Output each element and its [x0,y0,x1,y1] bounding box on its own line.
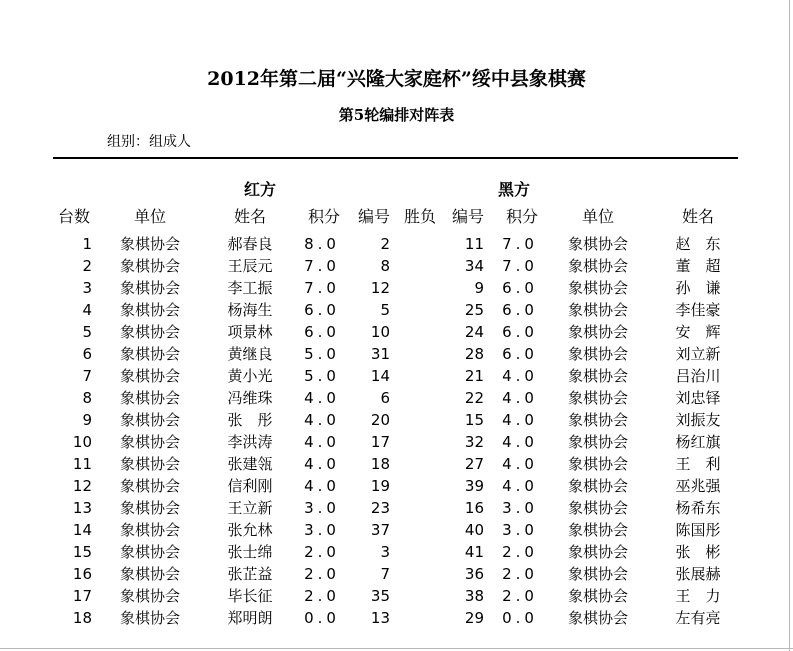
cell-red-no: 31 [370,345,390,363]
group-label: 组别：组成人 [107,134,191,150]
table-row [0,409,793,431]
cell-red-score: 0.0 [304,609,340,627]
cell-black-score: 4.0 [502,367,538,385]
cell-red-unit: 象棋协会 [119,235,180,253]
cell-red-name: 黄小光 [227,367,273,385]
page-subtitle: 第5轮编排对阵表 [338,106,455,124]
cell-red-no: 6 [380,389,390,407]
cell-red-no: 5 [380,301,390,319]
table-row [0,607,793,629]
cell-black-unit: 象棋协会 [567,389,628,407]
page-edge-bottom [0,648,793,649]
cell-red-unit: 象棋协会 [119,411,180,429]
cell-red-no: 20 [370,411,390,429]
cell-board: 11 [72,455,92,473]
cell-red-unit: 象棋协会 [119,455,180,473]
cell-red-score: 8.0 [304,235,340,253]
cell-black-no: 27 [464,455,484,473]
page-title: 2012年第二届“兴隆大家庭杯”绥中县象棋赛 [207,68,586,90]
cell-red-no: 13 [370,609,390,627]
cell-black-score: 4.0 [502,477,538,495]
cell-black-name: 王 力 [675,587,721,605]
cell-black-name: 刘立新 [675,345,721,363]
cell-red-unit: 象棋协会 [119,609,180,627]
cell-black-unit: 象棋协会 [567,455,628,473]
cell-red-no: 10 [370,323,390,341]
cell-black-unit: 象棋协会 [567,345,628,363]
cell-red-unit: 象棋协会 [119,499,180,517]
cell-board: 6 [82,345,92,363]
cell-red-name: 郝春良 [227,235,273,253]
table-row [0,387,793,409]
cell-black-unit: 象棋协会 [567,235,628,253]
cell-red-unit: 象棋协会 [119,323,180,341]
table-row [0,365,793,387]
cell-black-unit: 象棋协会 [567,543,628,561]
cell-black-unit: 象棋协会 [567,433,628,451]
cell-red-no: 17 [370,433,390,451]
cell-red-name: 张建瓴 [227,455,273,473]
cell-red-score: 5.0 [304,345,340,363]
table-row [0,585,793,607]
cell-black-name: 巫兆强 [675,477,721,495]
cell-red-name: 郑明朗 [227,609,273,627]
table-row [0,299,793,321]
cell-red-score: 7.0 [304,257,340,275]
cell-black-unit: 象棋协会 [567,609,628,627]
cell-black-no: 41 [464,543,484,561]
cell-board: 12 [72,477,92,495]
cell-black-unit: 象棋协会 [567,565,628,583]
cell-board: 1 [82,235,92,253]
red-side-label: 红方 [244,180,277,199]
cell-red-no: 14 [370,367,390,385]
cell-board: 14 [72,521,92,539]
cell-red-score: 6.0 [304,323,340,341]
cell-board: 13 [72,499,92,517]
cell-red-no: 37 [370,521,390,539]
cell-board: 10 [72,433,92,451]
cell-black-name: 张展赫 [675,565,721,583]
table-row [0,497,793,519]
cell-black-unit: 象棋协会 [567,279,628,297]
table-row [0,453,793,475]
cell-red-unit: 象棋协会 [119,587,180,605]
cell-red-name: 李工振 [227,279,273,297]
cell-black-name: 李佳豪 [675,301,721,319]
header-red-name: 姓名 [233,207,266,226]
cell-red-name: 项景林 [227,323,273,341]
cell-black-name: 张 彬 [675,543,721,561]
cell-red-no: 2 [380,235,390,253]
cell-black-unit: 象棋协会 [567,499,628,517]
cell-red-name: 李洪涛 [227,433,273,451]
cell-black-no: 39 [464,477,484,495]
cell-red-name: 黄继良 [227,345,273,363]
header-result: 胜负 [403,207,436,226]
cell-board: 18 [72,609,92,627]
cell-black-unit: 象棋协会 [567,521,628,539]
cell-red-score: 4.0 [304,455,340,473]
table-row [0,233,793,255]
cell-black-score: 7.0 [502,257,538,275]
cell-black-unit: 象棋协会 [567,587,628,605]
cell-red-unit: 象棋协会 [119,367,180,385]
table-row [0,255,793,277]
cell-red-name: 张士绵 [227,543,273,561]
cell-black-score: 4.0 [502,433,538,451]
cell-black-score: 2.0 [502,543,538,561]
cell-black-no: 9 [474,279,484,297]
cell-red-no: 18 [370,455,390,473]
cell-red-score: 6.0 [304,301,340,319]
cell-red-unit: 象棋协会 [119,543,180,561]
cell-black-unit: 象棋协会 [567,323,628,341]
cell-board: 15 [72,543,92,561]
table-row [0,321,793,343]
cell-black-score: 6.0 [502,323,538,341]
cell-board: 5 [82,323,92,341]
table-row [0,563,793,585]
cell-board: 17 [72,587,92,605]
cell-red-score: 4.0 [304,433,340,451]
cell-black-no: 34 [464,257,484,275]
cell-board: 16 [72,565,92,583]
cell-red-score: 4.0 [304,411,340,429]
cell-red-unit: 象棋协会 [119,301,180,319]
black-side-label: 黑方 [498,180,531,199]
cell-board: 9 [82,411,92,429]
cell-board: 7 [82,367,92,385]
cell-red-no: 23 [370,499,390,517]
cell-black-score: 2.0 [502,565,538,583]
cell-red-name: 毕长征 [227,587,273,605]
table-row [0,519,793,541]
cell-black-no: 36 [464,565,484,583]
cell-black-no: 40 [464,521,484,539]
cell-red-score: 7.0 [304,279,340,297]
cell-black-name: 吕治川 [675,367,721,385]
cell-red-no: 3 [380,543,390,561]
cell-black-unit: 象棋协会 [567,301,628,319]
cell-red-name: 张芷益 [227,565,273,583]
cell-black-score: 3.0 [502,499,538,517]
cell-black-no: 16 [464,499,484,517]
header-black-no: 编号 [451,207,484,226]
cell-black-score: 7.0 [502,235,538,253]
cell-black-score: 6.0 [502,279,538,297]
cell-black-score: 0.0 [502,609,538,627]
cell-black-no: 22 [464,389,484,407]
cell-board: 3 [82,279,92,297]
cell-black-no: 15 [464,411,484,429]
cell-black-name: 赵 东 [675,235,721,253]
header-black-score: 积分 [505,207,538,226]
header-red-unit: 单位 [133,207,166,226]
cell-black-score: 6.0 [502,301,538,319]
cell-black-no: 21 [464,367,484,385]
cell-board: 8 [82,389,92,407]
cell-red-name: 张允林 [227,521,273,539]
cell-red-name: 王立新 [227,499,273,517]
cell-red-score: 2.0 [304,565,340,583]
cell-black-unit: 象棋协会 [567,257,628,275]
cell-red-name: 张 彤 [227,411,273,429]
table-row [0,475,793,497]
cell-red-score: 2.0 [304,543,340,561]
cell-board: 2 [82,257,92,275]
divider-line [53,157,738,159]
cell-black-score: 3.0 [502,521,538,539]
cell-board: 4 [82,301,92,319]
cell-black-no: 24 [464,323,484,341]
header-red-score: 积分 [307,207,340,226]
cell-black-no: 38 [464,587,484,605]
table-row [0,343,793,365]
cell-red-unit: 象棋协会 [119,477,180,495]
cell-black-name: 孙 谦 [675,279,721,297]
cell-black-unit: 象棋协会 [567,367,628,385]
cell-red-score: 4.0 [304,389,340,407]
cell-black-name: 陈国彤 [675,521,721,539]
cell-black-score: 6.0 [502,345,538,363]
cell-red-name: 杨海生 [227,301,273,319]
cell-black-no: 25 [464,301,484,319]
cell-red-name: 信利刚 [227,477,273,495]
cell-black-score: 4.0 [502,455,538,473]
cell-red-no: 12 [370,279,390,297]
cell-black-name: 左有亮 [675,609,721,627]
cell-black-no: 29 [464,609,484,627]
cell-black-name: 董 超 [675,257,721,275]
cell-red-score: 4.0 [304,477,340,495]
cell-black-name: 刘忠铎 [675,389,721,407]
cell-red-no: 8 [380,257,390,275]
cell-black-no: 32 [464,433,484,451]
header-black-name: 姓名 [681,207,714,226]
header-board: 台数 [57,207,90,226]
cell-red-unit: 象棋协会 [119,565,180,583]
header-red-no: 编号 [357,207,390,226]
cell-red-unit: 象棋协会 [119,257,180,275]
cell-black-no: 28 [464,345,484,363]
cell-black-name: 王 利 [675,455,721,473]
cell-black-unit: 象棋协会 [567,411,628,429]
cell-black-name: 刘振友 [675,411,721,429]
header-black-unit: 单位 [581,207,614,226]
cell-red-unit: 象棋协会 [119,279,180,297]
cell-black-unit: 象棋协会 [567,477,628,495]
cell-red-no: 19 [370,477,390,495]
table-row [0,431,793,453]
cell-red-no: 7 [380,565,390,583]
table-row [0,541,793,563]
cell-red-unit: 象棋协会 [119,521,180,539]
cell-black-no: 11 [464,235,484,253]
cell-red-unit: 象棋协会 [119,433,180,451]
table-header [0,206,793,228]
cell-red-score: 2.0 [304,587,340,605]
cell-red-unit: 象棋协会 [119,389,180,407]
cell-black-score: 4.0 [502,411,538,429]
cell-black-score: 2.0 [502,587,538,605]
cell-black-name: 安 辉 [675,323,721,341]
cell-red-no: 35 [370,587,390,605]
cell-black-name: 杨红旗 [675,433,721,451]
cell-red-score: 3.0 [304,499,340,517]
cell-black-name: 杨希东 [675,499,721,517]
cell-black-score: 4.0 [502,389,538,407]
table-row [0,277,793,299]
cell-red-score: 3.0 [304,521,340,539]
cell-red-score: 5.0 [304,367,340,385]
cell-red-unit: 象棋协会 [119,345,180,363]
cell-red-name: 冯维珠 [227,389,273,407]
cell-red-name: 王辰元 [227,257,273,275]
